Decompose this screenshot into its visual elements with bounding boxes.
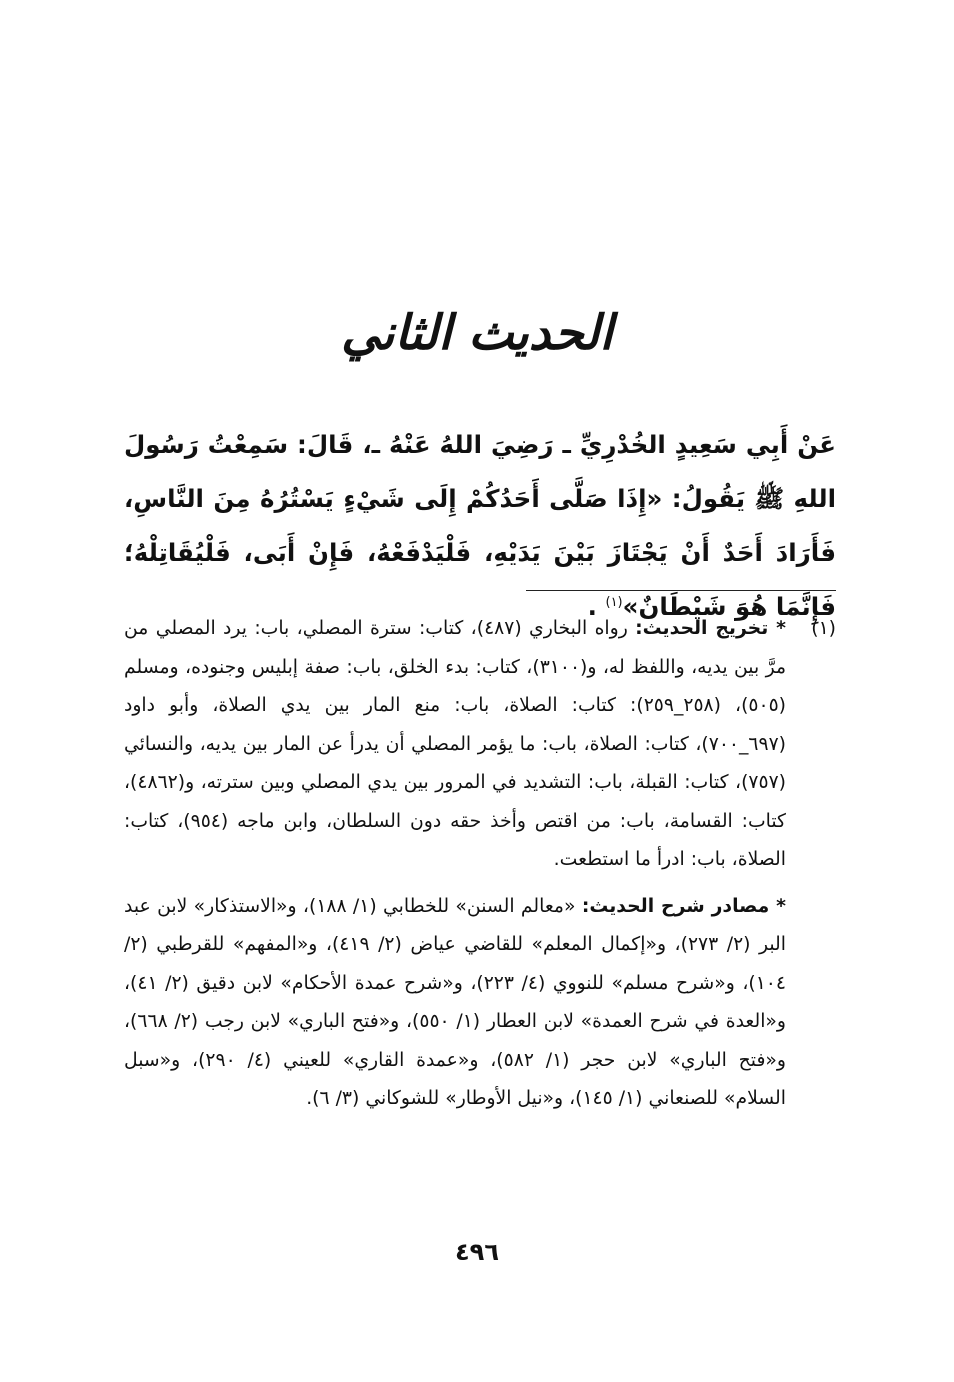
footnote-number: (١) — [811, 618, 836, 639]
footnote-body — [124, 610, 786, 1119]
hadith-text: عَنْ أَبِي سَعِيدٍ الخُدْرِيِّ ـ رَضِيَ اللهُ عَنْهُ ـ، قَالَ: سَمِعْتُ رَسُولَ اللهِ ﷺ يَقُولُ: «إِذَا صَلَّى أَحَدُكُمْ إِلَى شَيْءٍ يَسْتُرُهُ مِنَ النَّاسِ، فَأَرَادَ أَحَدٌ أَنْ يَجْتَازَ بَيْنَ يَدَيْهِ، فَلْيَدْفَعْهُ، فَإِنْ أَبَى، فَلْيُقَاتِلْهُ؛ فَإِنَّمَا هُوَ شَيْطَانٌ» — [124, 430, 836, 621]
takhrij-text: رواه البخاري (٤٨٧)، كتاب: سترة المصلي، باب: يرد المصلي من مرَّ بين يديه، واللفظ له، و(٣١٠٠)، كتاب: بدء الخلق، باب: صفة إبليس وجنوده، ومسلم (٥٠٥)، (٢٥٨_٢٥٩): كتاب: الصلاة، باب: منع المار بين يدي الصلاة، وأبو داود (٦٩٧_٧٠٠)، كتاب: الصلاة، باب: ما يؤمر المصلي أن يدرأ عن المار بين يديه، والنسائي (٧٥٧)، كتاب: القبلة، باب: التشديد في المرور بين يدي المصلي وبين سترته، و(٤٨٦٢)، كتاب: القسامة، باب: من اقتص وأخذ حقه دون السلطان، وابن ماجه (٩٥٤)، كتاب: الصلاة، باب: ادرأ ما استطعت. — [124, 618, 787, 870]
sources-label: * مصادر شرح الحديث: — [581, 895, 786, 917]
footnote-separator — [526, 590, 836, 591]
hadith-end-period: . — [587, 592, 597, 621]
footnotes-section — [124, 610, 836, 1119]
hadith-title: الحديث الثاني — [341, 305, 613, 361]
sources-text: «معالم السنن» للخطابي (١/ ١٨٨)، و«الاستذكار» لابن عبد البر (٢/ ٢٧٣)، و«إكمال المعلم» للقاضي عياض (٢/ ٤١٩)، و«المفهم» للقرطبي (٢/ ١٠٤)، و«شرح مسلم» للنووي (٤/ ٢٢٣)، و«شرح عمدة الأحكام» لابن دقيق (٢/ ٤١)، و«العدة في شرح العمدة» لابن العطار (١/ ٥٥٠)، و«فتح الباري» لابن رجب (٢/ ٦٦٨)، و«فتح الباري» لابن حجر (١/ ٥٨٢)، و«عمدة القاري» للعيني (٤/ ٢٩٠)، و«سبل السلام» للصنعاني (١/ ١٤٥)، و«نيل الأوطار» للشوكاني (٣/ ٦). — [124, 895, 786, 1109]
sources-paragraph — [124, 888, 786, 1119]
hadith-text-block — [124, 418, 836, 634]
page-number: ٤٩٦ — [455, 1238, 499, 1266]
takhrij-label: * تخريج الحديث: — [635, 618, 786, 639]
takhrij-paragraph — [124, 610, 786, 880]
footnote-marker: (١) — [605, 594, 623, 610]
footnote-1 — [124, 610, 836, 1119]
